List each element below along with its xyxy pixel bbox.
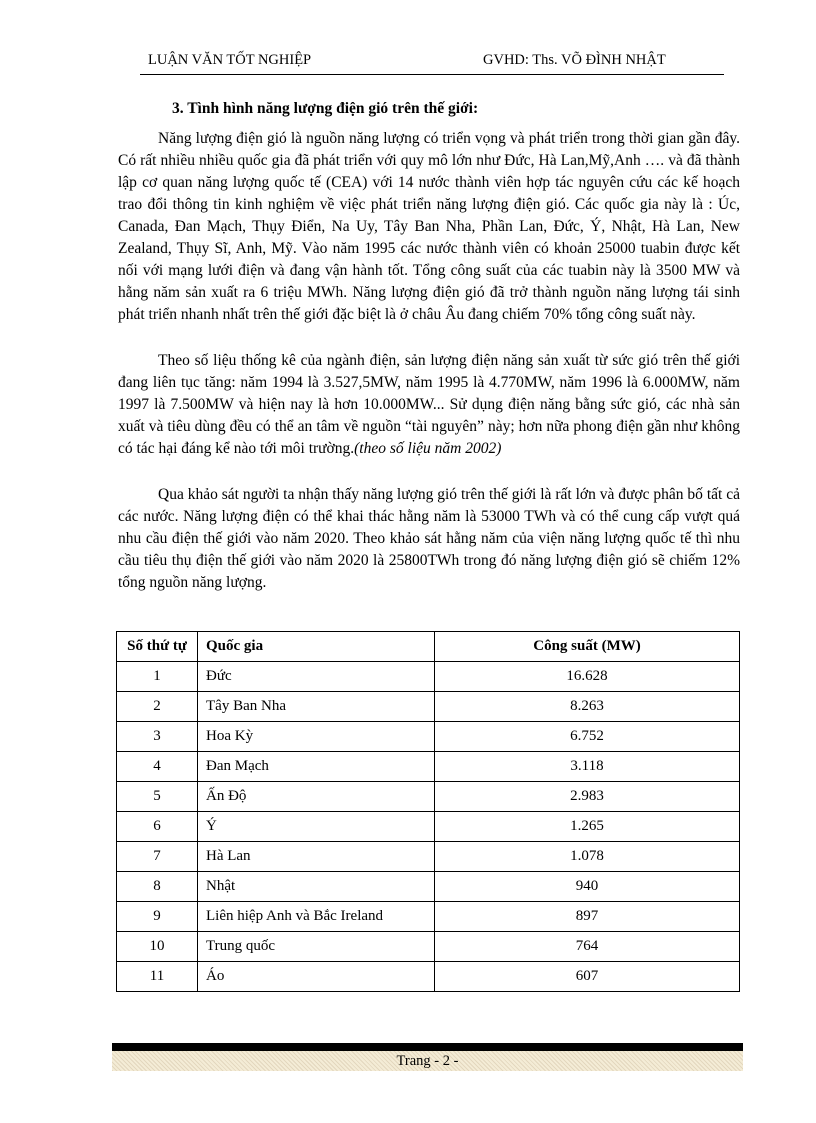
table-header-row: [117, 632, 740, 662]
cell-capacity: 3.118: [435, 752, 740, 782]
cell-capacity: 1.078: [435, 842, 740, 872]
cell-index: 5: [117, 782, 198, 812]
column-header-index: Số thứ tự: [117, 632, 198, 662]
paragraph-2-text: Theo số liệu thống kê của ngành điện, sản lượng điện năng sản xuất từ sức gió trên thế giới đang liên tục tăng: năm 1994 là 3.527,5MW, năm 1995 là 4.770MW, năm 1996 là 6.000MW, năm 1997 là 7.500MW và hiện nay là hơn 10.000MW... Sử dụng điện năng bằng sức gió, các nhà sản xuất và tiêu dùng đều có thể an tâm về nguồn “tài nguyên” này; hơn nữa phong điện gần như không có tác hại đáng kể nào tới môi trường.: [118, 352, 740, 457]
paragraph-2-source-note: (theo số liệu năm 2002): [354, 440, 502, 457]
cell-capacity: 764: [435, 932, 740, 962]
cell-index: 6: [117, 812, 198, 842]
table-row: [117, 902, 740, 932]
cell-capacity: 1.265: [435, 812, 740, 842]
table-row: [117, 812, 740, 842]
cell-index: 8: [117, 872, 198, 902]
cell-country: Áo: [198, 962, 435, 992]
column-header-capacity: Công suất (MW): [435, 632, 740, 662]
paragraph-2: [118, 350, 740, 460]
cell-country: Hoa Kỳ: [198, 722, 435, 752]
cell-capacity: 6.752: [435, 722, 740, 752]
cell-capacity: 16.628: [435, 662, 740, 692]
table-row: [117, 872, 740, 902]
cell-country: Tây Ban Nha: [198, 692, 435, 722]
cell-country: Ý: [198, 812, 435, 842]
section-heading: 3. Tình hình năng lượng điện gió trên thế giới:: [172, 100, 479, 117]
table-row: [117, 782, 740, 812]
cell-index: 1: [117, 662, 198, 692]
table-row: [117, 842, 740, 872]
cell-capacity: 607: [435, 962, 740, 992]
cell-capacity: 940: [435, 872, 740, 902]
column-header-country: Quốc gia: [198, 632, 435, 662]
wind-capacity-table: [116, 631, 740, 992]
page-footer: [112, 1051, 743, 1071]
table-row: [117, 752, 740, 782]
cell-country: Liên hiệp Anh và Bắc Ireland: [198, 902, 435, 932]
cell-index: 2: [117, 692, 198, 722]
page-header: [140, 52, 724, 75]
table-row: [117, 692, 740, 722]
table-row: [117, 962, 740, 992]
table-row: [117, 662, 740, 692]
cell-capacity: 8.263: [435, 692, 740, 722]
cell-country: Đức: [198, 662, 435, 692]
footer-divider-bar: [112, 1043, 743, 1051]
cell-country: Ấn Độ: [198, 782, 435, 812]
cell-capacity: 2.983: [435, 782, 740, 812]
cell-index: 7: [117, 842, 198, 872]
cell-index: 4: [117, 752, 198, 782]
header-thesis-title: LUẬN VĂN TỐT NGHIỆP: [148, 52, 312, 68]
table-row: [117, 932, 740, 962]
cell-index: 10: [117, 932, 198, 962]
header-advisor: GVHD: Ths. VÕ ĐÌNH NHẬT: [483, 52, 666, 68]
table-row: [117, 722, 740, 752]
paragraph-1: Năng lượng điện gió là nguồn năng lượng có triển vọng và phát triển trong thời gian gần đây. Có rất nhiều nhiều quốc gia đã phát triển với quy mô lớn như Đức, Hà Lan,Mỹ,Anh …. và đã thành lập cơ quan năng lượng quốc tế (CEA) với 14 nước thành viên hợp tác nguyên cứu các kế hoạch trao đổi thông tin kinh nghiệm về việc phát triển năng lượng điện gió. Các quốc gia này là : Úc, Canada, Đan Mạch, Thụy Điển, Na Uy, Tây Ban Nha, Phần Lan, Đức, Ý, Nhật, Hà Lan, New Zealand, Thụy Sĩ, Anh, Mỹ. Vào năm 1995 các nước thành viên có khoản 25000 tuabin được kết nối với mạng lưới điện và đang vận hành tốt. Tổng công suất của các tuabin này là 3500 MW và hằng năm sản xuất ra 6 triệu MWh. Năng lượng điện gió đã trở thành nguồn năng lượng tái sinh phát triển nhanh nhất trên thế giới đặc biệt là ở châu Âu đang chiếm 70% tổng công suất này.: [118, 130, 740, 323]
cell-country: Trung quốc: [198, 932, 435, 962]
cell-index: 3: [117, 722, 198, 752]
cell-country: Nhật: [198, 872, 435, 902]
cell-index: 11: [117, 962, 198, 992]
cell-index: 9: [117, 902, 198, 932]
page-number: Trang - 2 -: [396, 1053, 459, 1069]
paragraph-3: Qua khảo sát người ta nhận thấy năng lượng gió trên thế giới là rất lớn và được phân bố tất cả các nước. Năng lượng điện có thể khai thác hằng năm là 53000 TWh và có thể cung cấp vượt quá nhu cầu điện thế giới vào năm 2020. Theo khảo sát hằng năm của viện năng lượng quốc tế thì nhu cầu tiêu thụ điện thế giới vào năm 2020 là 25800TWh trong đó năng lượng điện gió sẽ chiếm 12% tổng nguồn năng lượng.: [118, 486, 740, 591]
cell-country: Hà Lan: [198, 842, 435, 872]
cell-country: Đan Mạch: [198, 752, 435, 782]
cell-capacity: 897: [435, 902, 740, 932]
